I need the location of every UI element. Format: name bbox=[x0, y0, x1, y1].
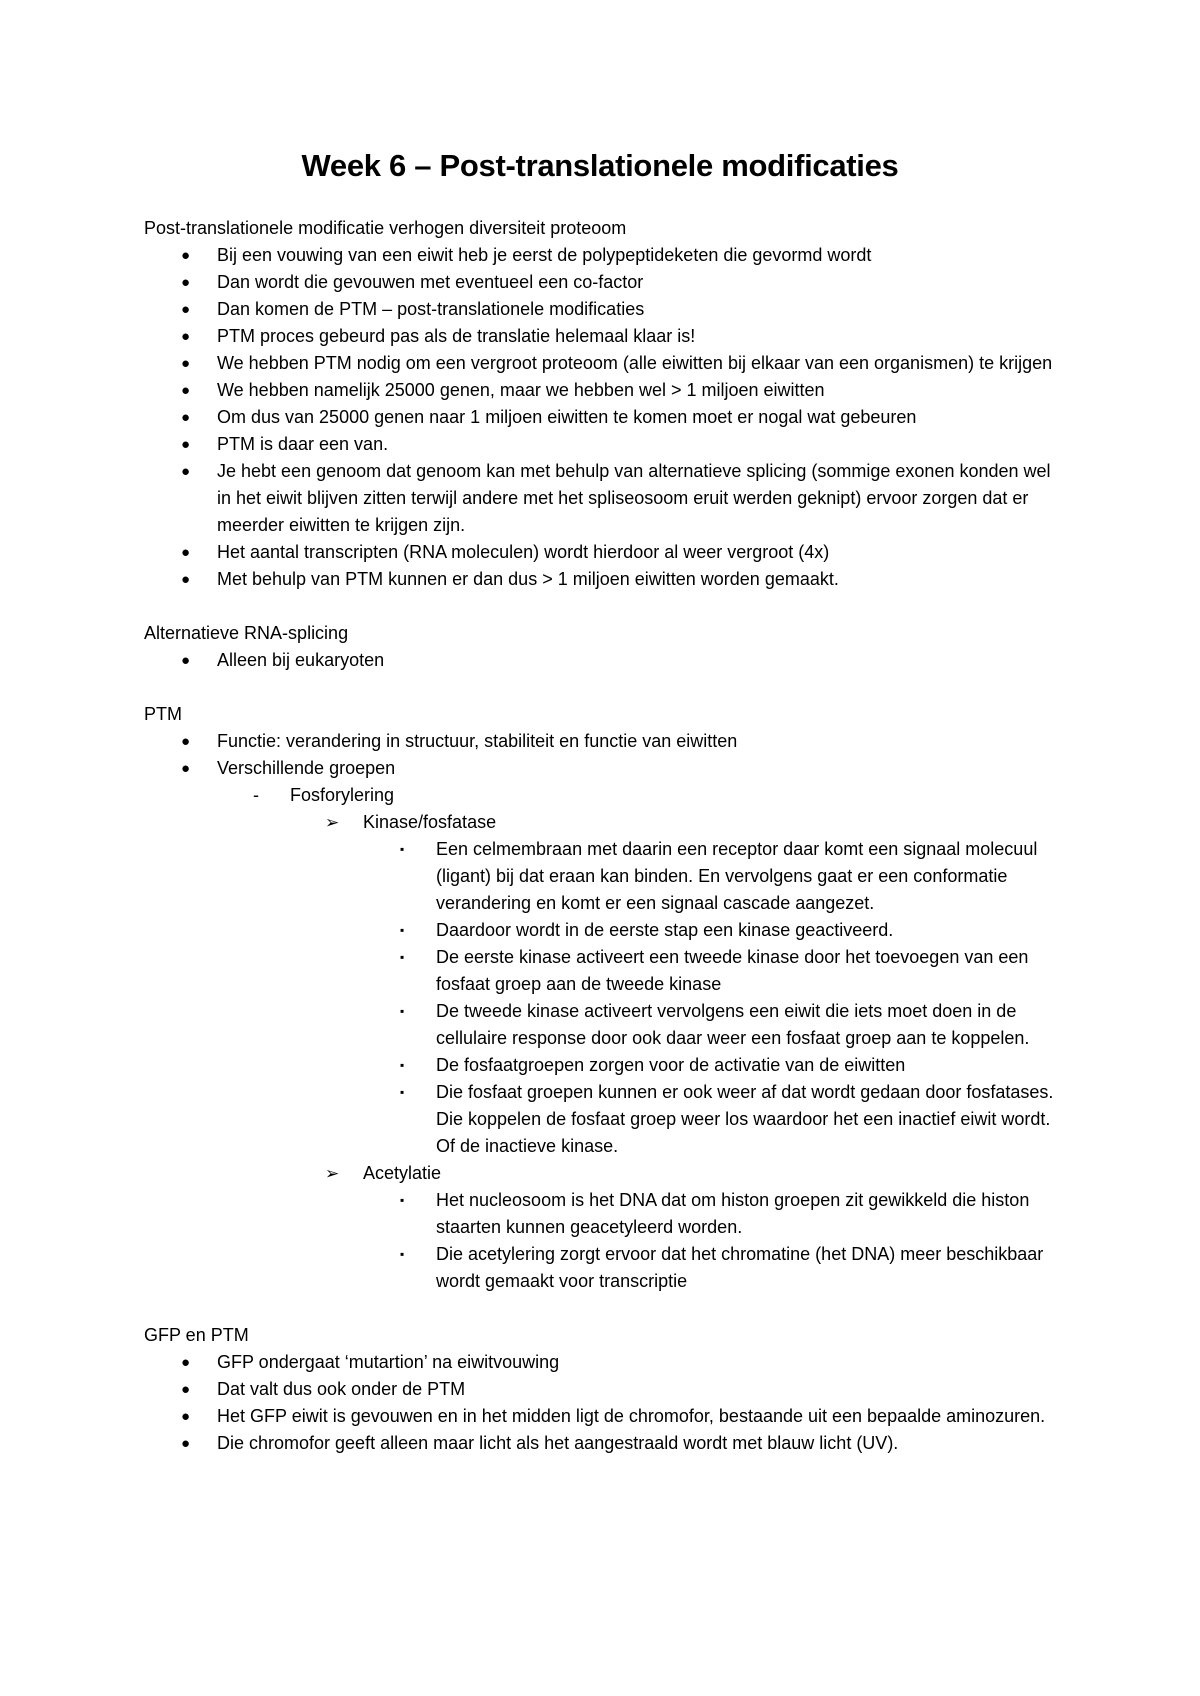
list-item-text: Die chromofor geeft alleen maar licht als het aangestraald wordt met blauw licht (UV). bbox=[217, 1433, 899, 1453]
list-item bbox=[144, 1187, 1064, 1241]
list-item-text: Het GFP eiwit is gevouwen en in het midden ligt de chromofor, bestaande uit een bepaalde aminozuren. bbox=[217, 1406, 1046, 1426]
list-item-text: Acetylatie bbox=[363, 1163, 442, 1183]
bullet-marker: ● bbox=[181, 571, 191, 588]
list-item-text: Die acetylering zorgt ervoor dat het chromatine (het DNA) meer beschikbaar wordt gemaakt voor transcriptie bbox=[436, 1244, 1044, 1291]
list-item bbox=[144, 296, 1064, 323]
bullet-marker: ● bbox=[181, 301, 191, 318]
sub-list-item-fosforylering bbox=[144, 782, 1064, 809]
bullet-marker: ● bbox=[181, 1354, 191, 1371]
bullet-marker: ● bbox=[181, 274, 191, 291]
sub-list-item-acetylatie bbox=[144, 1160, 1064, 1187]
dash-marker: - bbox=[253, 785, 259, 805]
square-bullet-icon: ▪ bbox=[400, 950, 405, 964]
document-body bbox=[144, 215, 1064, 1457]
list-item-text: Het nucleosoom is het DNA dat om histon groepen zit gewikkeld die histon staarten kunnen geacetyleerd worden. bbox=[436, 1190, 1030, 1237]
list-item bbox=[144, 1403, 1064, 1430]
list-item-text: Bij een vouwing van een eiwit heb je eerst de polypeptideketen die gevormd wordt bbox=[217, 245, 872, 265]
list-item-text: Alleen bij eukaryoten bbox=[217, 650, 385, 670]
bullet-list-splicing bbox=[144, 647, 1064, 674]
list-item bbox=[144, 242, 1064, 269]
list-item-text: De fosfaatgroepen zorgen voor de activatie van de eiwitten bbox=[436, 1055, 906, 1075]
square-bullet-icon: ▪ bbox=[400, 842, 405, 856]
arrow-bullet-icon: ➢ bbox=[325, 1164, 340, 1183]
bullet-marker: ● bbox=[181, 436, 191, 453]
section-heading-ptm: PTM bbox=[144, 704, 182, 724]
spacer bbox=[144, 674, 1064, 701]
square-bullet-icon: ▪ bbox=[400, 1193, 405, 1207]
list-item-text: De tweede kinase activeert vervolgens een eiwit die iets moet doen in de cellulaire response door ook daar weer een fosfaat groep aan te koppelen. bbox=[436, 1001, 1030, 1048]
list-item-text: De eerste kinase activeert een tweede kinase door het toevoegen van een fosfaat groep aan de tweede kinase bbox=[436, 947, 1029, 994]
list-item bbox=[144, 377, 1064, 404]
list-item bbox=[144, 1349, 1064, 1376]
list-item bbox=[144, 755, 1064, 782]
bullet-marker: ● bbox=[181, 355, 191, 372]
list-item bbox=[144, 323, 1064, 350]
list-item bbox=[144, 404, 1064, 431]
list-item-text: Functie: verandering in structuur, stabiliteit en functie van eiwitten bbox=[217, 731, 738, 751]
list-item bbox=[144, 1241, 1064, 1295]
list-item bbox=[144, 1430, 1064, 1457]
list-item-text: Dan komen de PTM – post-translationele modificaties bbox=[217, 299, 645, 319]
list-item-text: Een celmembraan met daarin een receptor daar komt een signaal molecuul (ligant) bij dat eraan kan binden. En vervolgens gaat er een conformatie verandering en komt er een signaal cascade aangezet. bbox=[436, 839, 1038, 913]
list-item-text: Het aantal transcripten (RNA moleculen) wordt hierdoor al weer vergroot (4x) bbox=[217, 542, 830, 562]
square-bullet-icon: ▪ bbox=[400, 1247, 405, 1261]
square-bullet-icon: ▪ bbox=[400, 1058, 405, 1072]
arrow-bullet-icon: ➢ bbox=[325, 813, 340, 832]
square-bullet-icon: ▪ bbox=[400, 923, 405, 937]
list-item-text: Om dus van 25000 genen naar 1 miljoen eiwitten te komen moet er nogal wat gebeuren bbox=[217, 407, 917, 427]
section-heading-proteoom: Post-translationele modificatie verhogen diversiteit proteoom bbox=[144, 218, 627, 238]
bullet-marker: ● bbox=[181, 1408, 191, 1425]
list-item bbox=[144, 1052, 1064, 1079]
bullet-marker: ● bbox=[181, 382, 191, 399]
bullet-marker: ● bbox=[181, 1381, 191, 1398]
list-item bbox=[144, 998, 1064, 1052]
list-item bbox=[144, 944, 1064, 998]
list-item-text: We hebben PTM nodig om een vergroot proteoom (alle eiwitten bij elkaar van een organismen) te krijgen bbox=[217, 353, 1053, 373]
list-item bbox=[144, 836, 1064, 917]
list-item bbox=[144, 1376, 1064, 1403]
list-item bbox=[144, 647, 1064, 674]
document-title: Week 6 – Post-translationele modificaties bbox=[301, 148, 899, 183]
list-item bbox=[144, 539, 1064, 566]
section-heading-gfp: GFP en PTM bbox=[144, 1325, 249, 1345]
list-item bbox=[144, 350, 1064, 377]
list-item-text: We hebben namelijk 25000 genen, maar we hebben wel > 1 miljoen eiwitten bbox=[217, 380, 825, 400]
list-item-text: Kinase/fosfatase bbox=[363, 812, 497, 832]
list-item-text: Fosforylering bbox=[290, 785, 395, 805]
bullet-marker: ● bbox=[181, 1435, 191, 1452]
list-item-text: PTM is daar een van. bbox=[217, 434, 389, 454]
list-item bbox=[144, 431, 1064, 458]
list-item bbox=[144, 566, 1064, 593]
list-item-text: Dan wordt die gevouwen met eventueel een co-factor bbox=[217, 272, 644, 292]
bullet-marker: ● bbox=[181, 652, 191, 669]
list-item-text: Daardoor wordt in de eerste stap een kinase geactiveerd. bbox=[436, 920, 894, 940]
list-item bbox=[144, 917, 1064, 944]
section-heading-splicing: Alternatieve RNA-splicing bbox=[144, 623, 349, 643]
bullet-list-proteoom bbox=[144, 242, 1064, 593]
spacer bbox=[144, 593, 1064, 620]
list-item-text: Die fosfaat groepen kunnen er ook weer af dat wordt gedaan door fosfatases. Die koppelen de fosfaat groep weer los waardoor het een inactief eiwit wordt. Of de inactieve kinase. bbox=[436, 1082, 1054, 1156]
list-item bbox=[144, 1079, 1064, 1160]
list-item bbox=[144, 728, 1064, 755]
sub-list-item-kinase bbox=[144, 809, 1064, 836]
bullet-marker: ● bbox=[181, 409, 191, 426]
square-bullet-icon: ▪ bbox=[400, 1085, 405, 1099]
list-item-text: GFP ondergaat ‘mutartion’ na eiwitvouwing bbox=[217, 1352, 560, 1372]
bullet-list-gfp bbox=[144, 1349, 1064, 1457]
list-item-text: Verschillende groepen bbox=[217, 758, 396, 778]
list-item-text: PTM proces gebeurd pas als de translatie helemaal klaar is! bbox=[217, 326, 696, 346]
list-item-text: Je hebt een genoom dat genoom kan met behulp van alternatieve splicing (sommige exonen konden wel in het eiwit blijven zitten terwijl andere met het spliseosoom eruit werden geknipt) ervoor zorgen dat er meerder eiwitten te krijgen zijn. bbox=[217, 461, 1051, 535]
square-bullet-icon: ▪ bbox=[400, 1004, 405, 1018]
bullet-marker: ● bbox=[181, 328, 191, 345]
bullet-marker: ● bbox=[181, 760, 191, 777]
list-item bbox=[144, 458, 1064, 539]
bullet-marker: ● bbox=[181, 544, 191, 561]
spacer bbox=[144, 1295, 1064, 1322]
list-item-text: Dat valt dus ook onder de PTM bbox=[217, 1379, 466, 1399]
bullet-list-ptm bbox=[144, 728, 1064, 1295]
list-item bbox=[144, 269, 1064, 296]
bullet-marker: ● bbox=[181, 247, 191, 264]
list-item-text: Met behulp van PTM kunnen er dan dus > 1 miljoen eiwitten worden gemaakt. bbox=[217, 569, 839, 589]
bullet-marker: ● bbox=[181, 463, 191, 480]
bullet-marker: ● bbox=[181, 733, 191, 750]
